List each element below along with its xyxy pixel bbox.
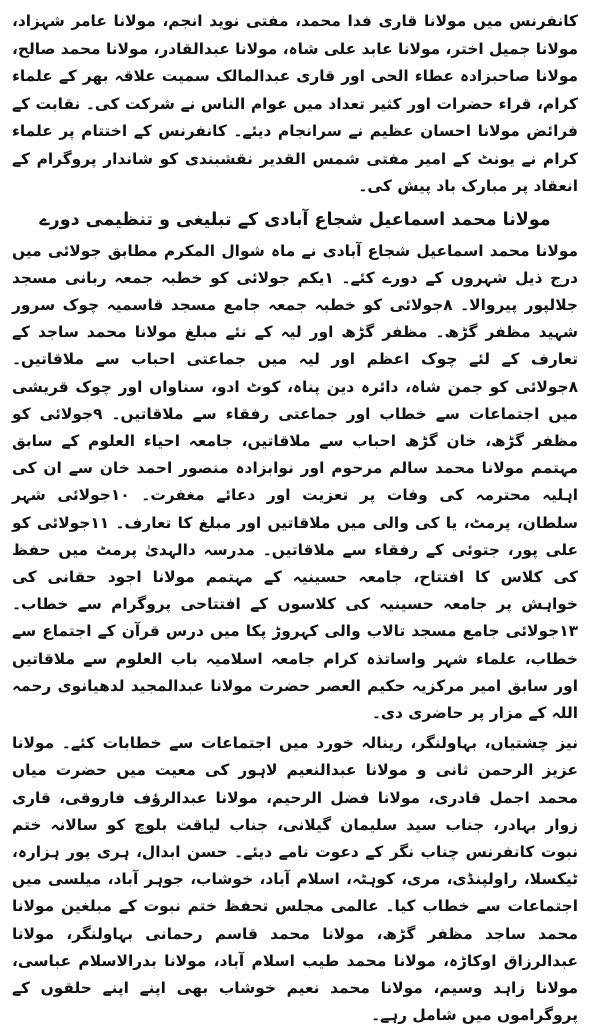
intro-paragraph: کانفرنس میں مولانا قاری فدا محمد، مفتی نوید انجم، مولانا عامر شہزاد، مولانا جمیل اختر، مولانا عابد علی شاہ، مولانا عبدالقادر، مولانا محمد صالح، مولانا صاحبزادہ عطاء الحی اور قاری عبدالمالک سمیت علاقہ بھر کے علماء کرام، قراء حضرات اور کثیر تعداد میں عوام الناس نے شرکت کی۔ نقابت کے فرائض مولانا احسان عظیم نے سرانجام دیئے۔ کانفرنس کے اختتام پر علماء کرام نے یونٹ کے امیر مفتی شمس القدیر نقشبندی کو شاندار پروگرام کے انعقاد پر مبارک باد پیش کی۔ — [12, 12, 578, 195]
section-heading: مولانا محمد اسماعیل شجاع آبادی کے تبلیغی و تنظیمی دورے — [39, 209, 551, 230]
closing-paragraph: نیز چشتیاں، بہاولنگر، رینالہ خورد میں اجتماعات سے خطابات کئے۔ مولانا عزیز الرحمن ثانی و مولانا عبدالنعیم لاہور کی معیت میں حضرت میاں محمد اجمل قادری، مولانا فضل الرحیم، مولانا عبدالرؤف فاروقی، قاری زوار بہادر، جناب سید سلیمان گیلانی، جناب لیاقت بلوچ کو سالانہ ختم نبوت کانفرنس چناب نگر کے دعوت نامے دیئے۔ حسن ابدال، ہری پور ہزارہ، ٹیکسلا، راولپنڈی، مری، کوہٹہ، اسلام آباد، خوشاب، جوہر آباد، میلسی میں اجتماعات سے خطاب کیا۔ عالمی مجلس تحفظ ختم نبوت کے مبلغین مولانا محمد ساجد مظفر گڑھ، مولانا محمد قاسم رحمانی بہاولنگر، مولانا عبدالرزاق اوکاڑہ، مولانا محمد طیب اسلام آباد، مولانا بدرالاسلام عباسی، مولانا زاہد وسیم، مولانا محمد نعیم خوشاب بھی اپنے اپنے حلقوں کے پروگراموں میں شامل رہے۔ — [12, 734, 578, 1025]
tour-paragraph: مولانا محمد اسماعیل شجاع آبادی نے ماہ شوال المکرم مطابق جولائی میں درج ذیل شہروں کے دورے کئے۔ ۱یکم جولائی کو خطبہ جمعہ ربانی مسجد جلالپور پیروالا۔ ۸جولائی کو خطبہ جمعہ جامع مسجد قاسمیہ چوک سرور شہید مظفر گڑھ۔ مظفر گڑھ اور لیہ کے نئے مبلغ مولانا محمد ساجد کے تعارف کے لئے چوک اعظم اور لیہ میں جماعتی احباب سے ملاقاتیں۔ ۸جولائی کو جمن شاہ، دائرہ دین پناہ، کوٹ ادو، سناواں اور چوک قریشی میں اجتماعات سے خطاب اور جماعتی رفقاء سے ملاقاتیں۔ ۹جولائی کو مظفر گڑھ، خان گڑھ احباب سے ملاقاتیں، جامعہ احیاء العلوم کے سابق مہتمم مولانا محمد سالم مرحوم اور نوابزادہ منصور احمد خان سے ان کی اہلیہ محترمہ کی وفات پر تعزیت اور دعائے مغفرت۔ ۱۰جولائی شہر سلطان، پرمٹ، یا کی والی میں ملاقاتیں اور مبلغ کا تعارف۔ ۱۱جولائی کو علی پور، جتوئی کے رفقاء سے ملاقاتیں۔ مدرسہ دالہدیٰ پرمٹ میں حفظ کی کلاس کا افتتاح، جامعہ حسینیہ کے مہتمم مولانا اجود حقانی کی خواہش پر جامعہ حسینیہ کی کلاسوں کے افتتاحی پروگرام سے خطاب۔ ۱۳جولائی جامع مسجد تالاب والی کہروڑ پکا میں درس قرآن کے اجتماع سے خطاب، علماء شہر واساتذہ کرام جامعہ اسلامیہ باب العلوم سے ملاقاتیں اور سابق امیر مرکزیہ حکیم العصر حضرت مولانا عبدالمجید لدھیانوی رحمہ اللہ کے مزار پر حاضری دی۔ — [12, 241, 579, 722]
